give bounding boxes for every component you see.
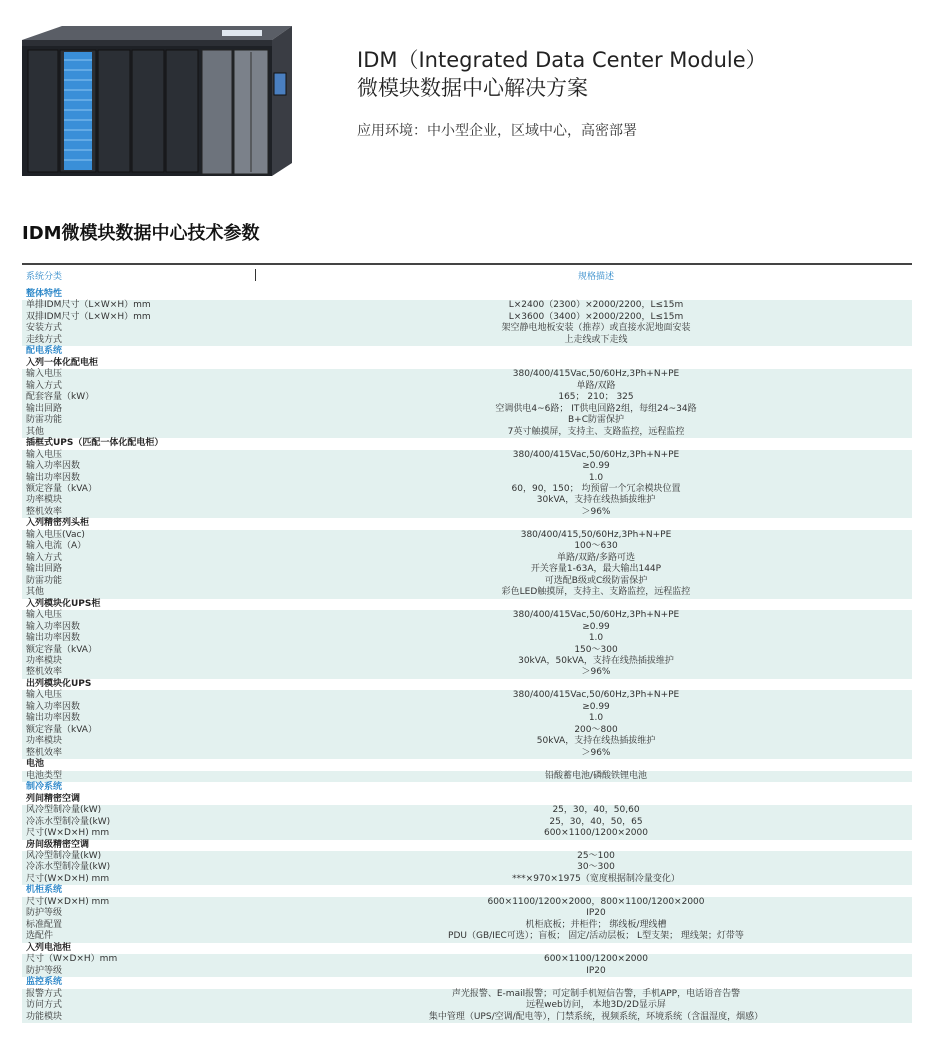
row-value: IP20 (586, 965, 606, 976)
row-label: 防雷功能 (26, 415, 63, 426)
row-value: 60，90，150； 均预留一个冗余模块位置 (511, 483, 681, 494)
row-label: 整机效率 (26, 747, 63, 758)
row-label: 配电系统 (26, 346, 63, 357)
row-value: 25，30，40，50，65 (549, 816, 643, 827)
row-value: B+C防雷保护 (568, 415, 624, 426)
row-value: PDU（GB/IEC可选）；盲板； 固定/活动层板； L型支架； 理线架；灯带等 (448, 931, 744, 942)
row-label: 输入功率因数 (26, 701, 81, 712)
row-value: ≥0.99 (582, 621, 610, 632)
row-value: 100～630 (574, 541, 618, 552)
row-value: 单路/双路 (576, 380, 616, 391)
row-label: 防护等级 (26, 908, 63, 919)
row-value: 25～100 (577, 850, 615, 861)
row-label: 输入电流（A） (26, 541, 87, 552)
row-value: 50kVA，支持在线热插拔维护 (536, 736, 656, 747)
category-row (22, 289, 912, 300)
row-label: 功能模块 (26, 1011, 63, 1022)
row-value: ≥0.99 (582, 461, 610, 472)
table-row (22, 633, 912, 644)
row-value: 可选配B级或C级防雷保护 (544, 575, 648, 586)
table-row (22, 897, 912, 908)
row-value: L×3600（3400）×2000/2200，L≤15m (508, 311, 684, 322)
row-value: IP20 (586, 908, 606, 919)
table-row (22, 771, 912, 782)
row-label: 输出回路 (26, 403, 63, 414)
row-label: 防护等级 (26, 965, 63, 976)
row-label: 尺寸（W×D×H）mm (26, 954, 118, 965)
row-value: 600×1100/1200×2000 (543, 828, 648, 839)
table-row (22, 862, 912, 873)
table-row (22, 335, 912, 346)
table-row (22, 473, 912, 484)
row-label: 入列电池柜 (26, 942, 72, 953)
table-row (22, 989, 912, 1000)
table-row (22, 622, 912, 633)
row-value: 集中管理（UPS/空调/配电等），门禁系统，视频系统，环境系统（含温湿度，烟感） (428, 1011, 764, 1022)
row-label: 尺寸(W×D×H) mm (26, 828, 110, 839)
table-row (22, 610, 912, 621)
row-value: 380/400/415Vac,50/60Hz,3Ph+N+PE (512, 610, 680, 621)
table-row (22, 1012, 912, 1023)
table-row (22, 312, 912, 323)
table-row (22, 954, 912, 965)
row-label: 入列模块化UPS柜 (26, 598, 101, 609)
row-label: 标准配置 (26, 919, 63, 930)
row-label: 入列一体化配电柜 (26, 357, 99, 368)
row-value: 开关容量1-63A，最大输出144P (530, 564, 662, 575)
subcategory-row (22, 759, 912, 770)
row-label: 报警方式 (26, 988, 63, 999)
row-value: 165； 210； 325 (558, 392, 634, 403)
row-value: 30kVA，50kVA，支持在线热插拔维护 (518, 656, 674, 666)
row-label: 整机效率 (26, 667, 63, 678)
row-label: 风冷型制冷量(kW) (26, 805, 102, 816)
row-value: 25，30，40，50,60 (552, 805, 640, 816)
row-value: 30kVA，支持在线热插拔维护 (536, 495, 656, 506)
row-value: 380/400/415Vac,50/60Hz,3Ph+N+PE (512, 449, 680, 460)
table-row (22, 450, 912, 461)
row-label: 输入电压 (26, 690, 63, 701)
application-environment: 应用环境：中小型企业，区域中心，高密部署 (357, 123, 637, 139)
row-label: 安装方式 (26, 323, 63, 334)
row-value: 彩色LED触摸屏，支持主、支路监控，远程监控 (501, 587, 691, 598)
row-value: 远程web访问， 本地3D/2D显示屏 (526, 1000, 666, 1011)
row-value: 600×1100/1200×2000，800×1100/1200×2000 (487, 896, 705, 907)
table-row (22, 920, 912, 931)
row-value: ＞96% (581, 667, 611, 678)
table-row (22, 541, 912, 552)
row-value: 380/400/415Vac,50/60Hz,3Ph+N+PE (512, 690, 680, 701)
row-value: 600×1100/1200×2000 (543, 954, 648, 965)
row-label: 入列精密列头柜 (26, 518, 90, 529)
column-header-category: 系统分类 (26, 272, 63, 282)
row-label: 选配件 (26, 931, 54, 942)
table-row (22, 495, 912, 506)
row-label: 输出功率因数 (26, 633, 81, 644)
row-value: ＞96% (581, 747, 611, 758)
row-label: 冷冻水型制冷量(kW) (26, 862, 111, 873)
row-label: 额定容量（kVA） (26, 483, 97, 494)
table-row (22, 656, 912, 667)
table-row (22, 564, 912, 575)
row-value: 单路/双路/多路可选 (556, 552, 636, 563)
row-label: 尺寸(W×D×H) mm (26, 873, 110, 884)
row-label: 额定容量（kVA） (26, 724, 97, 735)
table-header (22, 268, 912, 284)
section-divider (22, 263, 912, 265)
row-value: 30～300 (577, 862, 615, 873)
row-label: 列间精密空调 (26, 793, 81, 804)
row-label: 风冷型制冷量(kW) (26, 850, 102, 861)
row-label: 功率模块 (26, 495, 63, 506)
section-title: IDM微模块数据中心技术参数 (22, 223, 260, 244)
row-label: 额定容量（kVA） (26, 644, 97, 655)
table-row (22, 713, 912, 724)
category-row (22, 782, 912, 793)
row-label: 走线方式 (26, 334, 63, 345)
table-row (22, 725, 912, 736)
table-row (22, 931, 912, 942)
table-row (22, 530, 912, 541)
row-label: 输入方式 (26, 552, 63, 563)
subcategory-row (22, 438, 912, 449)
row-value: ＞96% (581, 506, 611, 517)
row-value: 架空静电地板安装（推荐）或直接水泥地面安装 (501, 323, 691, 334)
row-value: ≥0.99 (582, 701, 610, 712)
row-value: L×2400（2300）×2000/2200，L≤15m (508, 300, 684, 311)
row-value: 1.0 (588, 713, 604, 724)
subcategory-row (22, 794, 912, 805)
category-row (22, 885, 912, 896)
row-label: 输入电压 (26, 449, 63, 460)
table-row (22, 404, 912, 415)
table-row (22, 817, 912, 828)
table-row (22, 392, 912, 403)
table-row (22, 736, 912, 747)
table-row (22, 667, 912, 678)
table-row (22, 908, 912, 919)
row-label: 整体特性 (26, 289, 63, 299)
row-value: 1.0 (588, 633, 604, 644)
row-label: 电池 (26, 759, 45, 770)
table-row (22, 805, 912, 816)
row-label: 输入功率因数 (26, 621, 81, 632)
title-english: IDM（Integrated Data Center Module） (357, 48, 767, 72)
spec-table (22, 289, 912, 1023)
row-label: 电池类型 (26, 770, 63, 781)
row-label: 房间级精密空调 (26, 839, 90, 850)
row-value: 铅酸蓄电池/磷酸铁锂电池 (544, 770, 648, 781)
table-row (22, 645, 912, 656)
row-value: 150～300 (574, 644, 618, 655)
row-label: 输入功率因数 (26, 461, 81, 472)
row-value: 380/400/415Vac,50/60Hz,3Ph+N+PE (512, 369, 680, 380)
row-value: 上走线或下走线 (564, 334, 628, 345)
table-row (22, 748, 912, 759)
row-label: 功率模块 (26, 736, 63, 747)
subcategory-row (22, 943, 912, 954)
subcategory-row (22, 840, 912, 851)
row-label: 机柜系统 (26, 885, 63, 896)
subcategory-row (22, 599, 912, 610)
hero-section (0, 0, 934, 200)
table-row (22, 576, 912, 587)
subcategory-row (22, 518, 912, 529)
row-label: 双排IDM尺寸（L×W×H）mm (26, 311, 151, 322)
table-row (22, 587, 912, 598)
title-chinese: 微模块数据中心解决方案 (357, 76, 588, 100)
column-header-spec: 规格描述 (577, 272, 614, 282)
row-value: 380/400/415,50/60Hz,3Ph+N+PE (520, 529, 672, 540)
row-label: 输入方式 (26, 380, 63, 391)
row-label: 输入电压 (26, 610, 63, 621)
product-image (22, 18, 292, 178)
row-value: 声光报警、E-mail报警；可定制手机短信告警，手机APP，电话语音告警 (451, 988, 741, 999)
row-label: 配套容量（kW） (26, 392, 95, 403)
row-label: 监控系统 (26, 977, 63, 988)
row-label: 输入电压 (26, 369, 63, 380)
subcategory-row (22, 358, 912, 369)
table-row (22, 369, 912, 380)
category-row (22, 346, 912, 357)
row-label: 输出功率因数 (26, 713, 81, 724)
table-row (22, 323, 912, 334)
row-value: ***×970×1975（宽度根据制冷量变化） (512, 873, 680, 884)
row-label: 防雷功能 (26, 575, 63, 586)
row-value: 机柜底板；并柜件； 绑线板/理线槽 (525, 919, 667, 930)
row-value: 空调供电4~6路； IT供电回路2组，每组24~34路 (495, 403, 697, 414)
row-value: 1.0 (588, 472, 604, 483)
table-row (22, 461, 912, 472)
row-label: 整机效率 (26, 506, 63, 517)
row-label: 输出回路 (26, 564, 63, 575)
row-value: 200～800 (574, 724, 618, 735)
row-label: 其他 (26, 426, 45, 437)
table-row (22, 828, 912, 839)
row-label: 输出功率因数 (26, 472, 81, 483)
row-label: 插框式UPS（匹配一体化配电柜） (26, 438, 164, 449)
row-label: 功率模块 (26, 656, 63, 666)
table-row (22, 690, 912, 701)
row-value: 7英寸触摸屏，支持主、支路监控，远程监控 (507, 426, 685, 437)
table-row (22, 415, 912, 426)
row-label: 访问方式 (26, 1000, 63, 1011)
column-separator (255, 269, 256, 281)
row-label: 冷冻水型制冷量(kW) (26, 816, 111, 827)
row-label: 出列模块化UPS (26, 678, 92, 689)
row-label: 其他 (26, 587, 45, 598)
table-row (22, 702, 912, 713)
table-row (22, 1000, 912, 1011)
table-row (22, 427, 912, 438)
table-row (22, 553, 912, 564)
row-label: 尺寸(W×D×H) mm (26, 896, 110, 907)
row-label: 单排IDM尺寸（L×W×H）mm (26, 300, 151, 311)
category-row (22, 977, 912, 988)
table-row (22, 300, 912, 311)
subcategory-row (22, 679, 912, 690)
table-row (22, 966, 912, 977)
row-label: 输入电压(Vac) (26, 529, 85, 540)
table-row (22, 507, 912, 518)
table-row (22, 851, 912, 862)
table-row (22, 484, 912, 495)
table-row (22, 381, 912, 392)
row-label: 制冷系统 (26, 782, 63, 793)
table-row (22, 874, 912, 885)
